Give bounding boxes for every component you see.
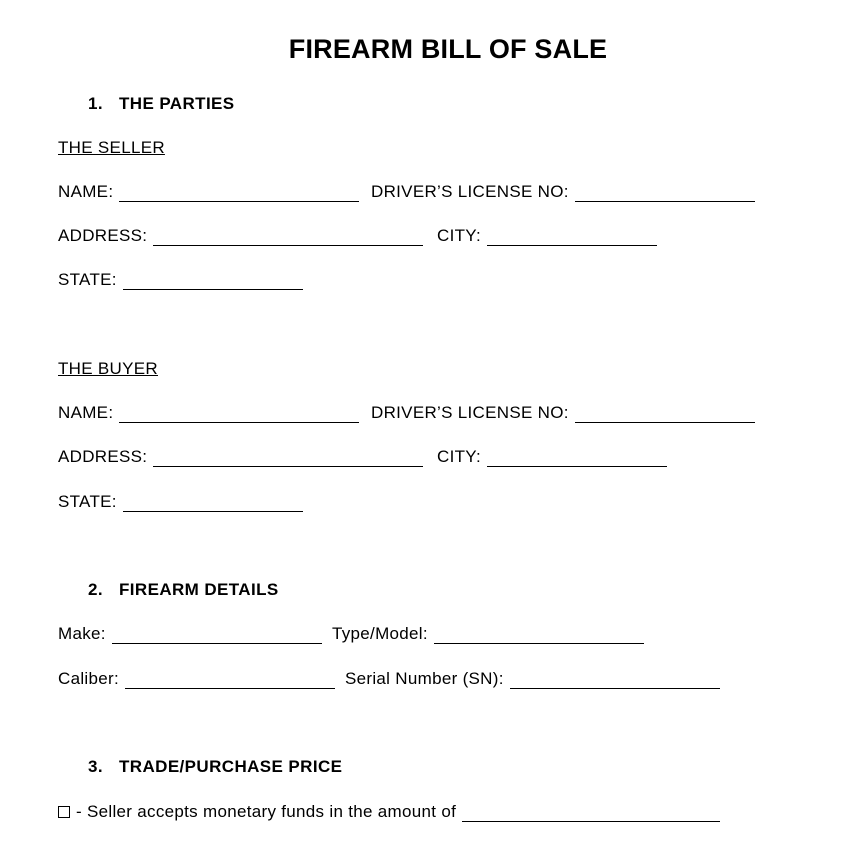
make-input[interactable]: [112, 625, 322, 644]
make-field: [58, 624, 322, 644]
seller-name-field: [58, 182, 359, 202]
buyer-license-input[interactable]: [575, 404, 755, 423]
caliber-label: Caliber:: [58, 669, 119, 688]
buyer-state-input[interactable]: [123, 493, 303, 512]
seller-address-field: [58, 226, 423, 246]
serial-label: Serial Number (SN):: [345, 669, 504, 688]
section-heading-parties: [88, 94, 235, 114]
buyer-city-field: [437, 447, 667, 467]
type-model-label: Type/Model:: [332, 624, 428, 643]
monetary-option-field: [58, 802, 720, 822]
buyer-heading: THE BUYER: [58, 359, 158, 378]
seller-name-input[interactable]: [119, 183, 359, 202]
buyer-state-field: [58, 492, 303, 512]
seller-address-input[interactable]: [153, 227, 423, 246]
buyer-name-label: NAME:: [58, 403, 114, 422]
seller-heading: THE SELLER: [58, 138, 165, 157]
document-title: FIREARM BILL OF SALE: [288, 34, 608, 64]
buyer-license-label: DRIVER’S LICENSE NO:: [371, 403, 569, 422]
section-number: 3.: [88, 757, 103, 776]
seller-city-label: CITY:: [437, 226, 482, 245]
buyer-name-field: [58, 403, 359, 423]
section-heading-firearm-details: [88, 580, 279, 600]
buyer-license-field: [371, 403, 755, 423]
seller-state-input[interactable]: [123, 271, 303, 290]
section-title: FIREARM DETAILS: [119, 580, 279, 599]
section-title: TRADE/PURCHASE PRICE: [119, 757, 343, 776]
type-model-field: [332, 624, 644, 644]
seller-license-input[interactable]: [575, 183, 755, 202]
type-model-input[interactable]: [434, 625, 644, 644]
seller-license-field: [371, 182, 755, 202]
caliber-field: [58, 669, 335, 689]
seller-state-field: [58, 270, 303, 290]
make-label: Make:: [58, 624, 106, 643]
section-number: 2.: [88, 580, 103, 599]
seller-address-label: ADDRESS:: [58, 226, 148, 245]
buyer-address-input[interactable]: [153, 448, 423, 467]
buyer-city-label: CITY:: [437, 447, 482, 466]
seller-city-field: [437, 226, 657, 246]
buyer-address-label: ADDRESS:: [58, 447, 148, 466]
section-heading-purchase-price: [88, 757, 342, 777]
seller-state-label: STATE:: [58, 270, 117, 289]
seller-name-label: NAME:: [58, 182, 114, 201]
section-title: THE PARTIES: [119, 94, 235, 113]
monetary-option-label: - Seller accepts monetary funds in the amount of: [76, 802, 457, 821]
seller-city-input[interactable]: [487, 227, 657, 246]
buyer-name-input[interactable]: [119, 404, 359, 423]
seller-license-label: DRIVER’S LICENSE NO:: [371, 182, 569, 201]
monetary-amount-input[interactable]: [462, 803, 720, 822]
serial-input[interactable]: [510, 670, 720, 689]
caliber-input[interactable]: [125, 670, 335, 689]
serial-field: [345, 669, 720, 689]
buyer-city-input[interactable]: [487, 448, 667, 467]
buyer-state-label: STATE:: [58, 492, 117, 511]
section-number: 1.: [88, 94, 103, 113]
buyer-address-field: [58, 447, 423, 467]
monetary-option-checkbox[interactable]: [58, 806, 70, 818]
